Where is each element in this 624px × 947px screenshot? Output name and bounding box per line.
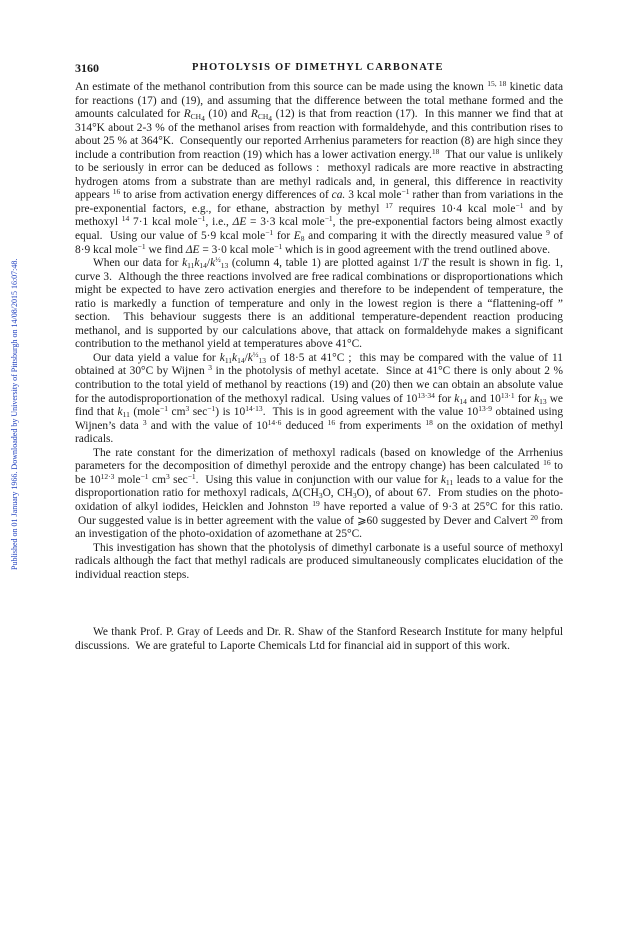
article-body [75,81,563,653]
page-header [75,61,563,77]
download-watermark: Published on 01 January 1966. Downloaded by University of Pittsburgh on 14/08/2015 16:07:48. [10,258,19,570]
section-gap [75,582,563,626]
paragraph-methanol-estimate: An estimate of the methanol contribution from this source can be made using the known $^{15, 18}$ kinetic data for reactions (17) and (19), and assuming that the difference between the total methane formed and the amounts calculated for $R_{CH_4}$ (10) and $R_{CH_4}$ (12) is that from reaction (17). In this manner we find that at 314°K about 2-3 % of the methanol arises from reaction with formaldehyde, and this contribution rises to about 25 % at 364°K. Consequently our reported Arrhenius parameters for reaction (8) are high since they include a contribution from reaction (19) which has a lower activation energy.$^{18}$ That our value is unlikely to be seriously in error can be deduced as follows : methoxyl radicals are more reactive in abstracting hydrogen atoms from a substrate than are methyl radicals and, in general, this difference in reactivity appears $^{16}$ to arise from activation energy differences of ca. 3 kcal mole$^{-1}$ rather than from variations in the pre-exponential factors, e.g., for ethane, abstraction by methyl $^{17}$ requires 10·4 kcal mole$^{-1}$ and by methoxyl $^{14}$ 7·1 kcal mole$^{-1}$, i.e., ΔE = 3·3 kcal mole$^{-1}$, the pre-exponential factors being almost exactly equal. Using our value of 5·9 kcal mole$^{-1}$ for $E_8$ and comparing it with the directly measured value $^9$ of 8·9 kcal mole$^{-1}$ we find ΔE = 3·0 kcal mole$^{-1}$ which is in good agreement with the trend outlined above. [75,79,564,256]
acknowledgement: We thank Prof. P. Gray of Leeds and Dr. R. Shaw of the Stanford Research Institute for many helpful discussions. We are grateful to Laporte Chemicals Ltd for financial aid in support of this work. [75,626,563,652]
running-title: PHOTOLYSIS OF DIMETHYL CARBONATE [192,62,444,73]
paragraph-conclusion: This investigation has shown that the photolysis of dimethyl carbonate is a useful source of methoxyl radicals although the fact that methyl radicals are produced simultaneously complicates elucidation of the individual reaction steps. [75,541,563,581]
paragraph-rate-ratio-plot: When our data for $k_{11}k_{14}/k^{\frac{1}{2}}_{13}$ (column 4, table 1) are plotted against 1/T the result is shown in fig. 1, curve 3. Although the three reactions involved are free radical combinations or disproportionations which might be expected to have zero activation energies and therefore to be independent of temperature, the ratio is markedly a function of temperature and only in the lowest region is there a “flattening-off ” section. This behaviour suggests there is an additional temperature-dependent reaction producing methanol, and is supported by our calculations above, that attack on formaldehyde makes a significant contribution to the methanol yield at temperatures above 41°C. [75,255,563,351]
page-number: 3160 [75,61,99,75]
paragraph-dimerization: The rate constant for the dimerization of methoxyl radicals (based on knowledge of the Arrhenius parameters for the decomposition of dimethyl peroxide and the entropy change) has been calculated $^{16}$ to be $10^{12\cdot 3}$ mole$^{-1}$ $cm^3$ $\sec^{-1}$. Using this value in conjunction with our value for $k_{11}$ leads to a value for the disproportionation ratio for methoxyl radicals, $\Delta(CH_3O$, $CH_3O$), of about 67. From studies on the photo-oxidation of alkyl iodides, Heicklen and Johnston $^{19}$ have reported a value of 9·3 at 25°C for this ratio. Our suggested value is in better agreement with the value of ⩾60 suggested by Dever and Calvert $^{20}$ from an investigation of the photo-oxidation of azomethane at 25°C. [75,446,564,541]
paragraph-autodisproportionation: Our data yield a value for $k_{11}k_{14}/k^{\frac{1}{2}}_{13}$ of 18·5 at 41°C ; this may be compared with the value of 11 obtained at 30°C by Wijnen $^3$ in the photolysis of methyl acetate. Since at 41°C there is only about 2 % contribution to the total yield of methanol by reactions (19) and (20) then we can obtain an absolute value for the autodisproportionation of the methoxyl radical. Using values of $10^{13\cdot 34}$ for $k_{14}$ and $10^{13\cdot 1}$ for $k_{13}$ we find that $k_{11}$ (mole$^{-1}$ $cm^3$ $\sec^{-1}$) is $10^{14\cdot 13}$. This is in good agreement with the value $10^{13\cdot 9}$ obtained using Wijnen’s data $^3$ and with the value of $10^{14\cdot 6}$ deduced $^{16}$ from experiments $^{18}$ on the oxidation of methyl radicals. [75,349,564,446]
